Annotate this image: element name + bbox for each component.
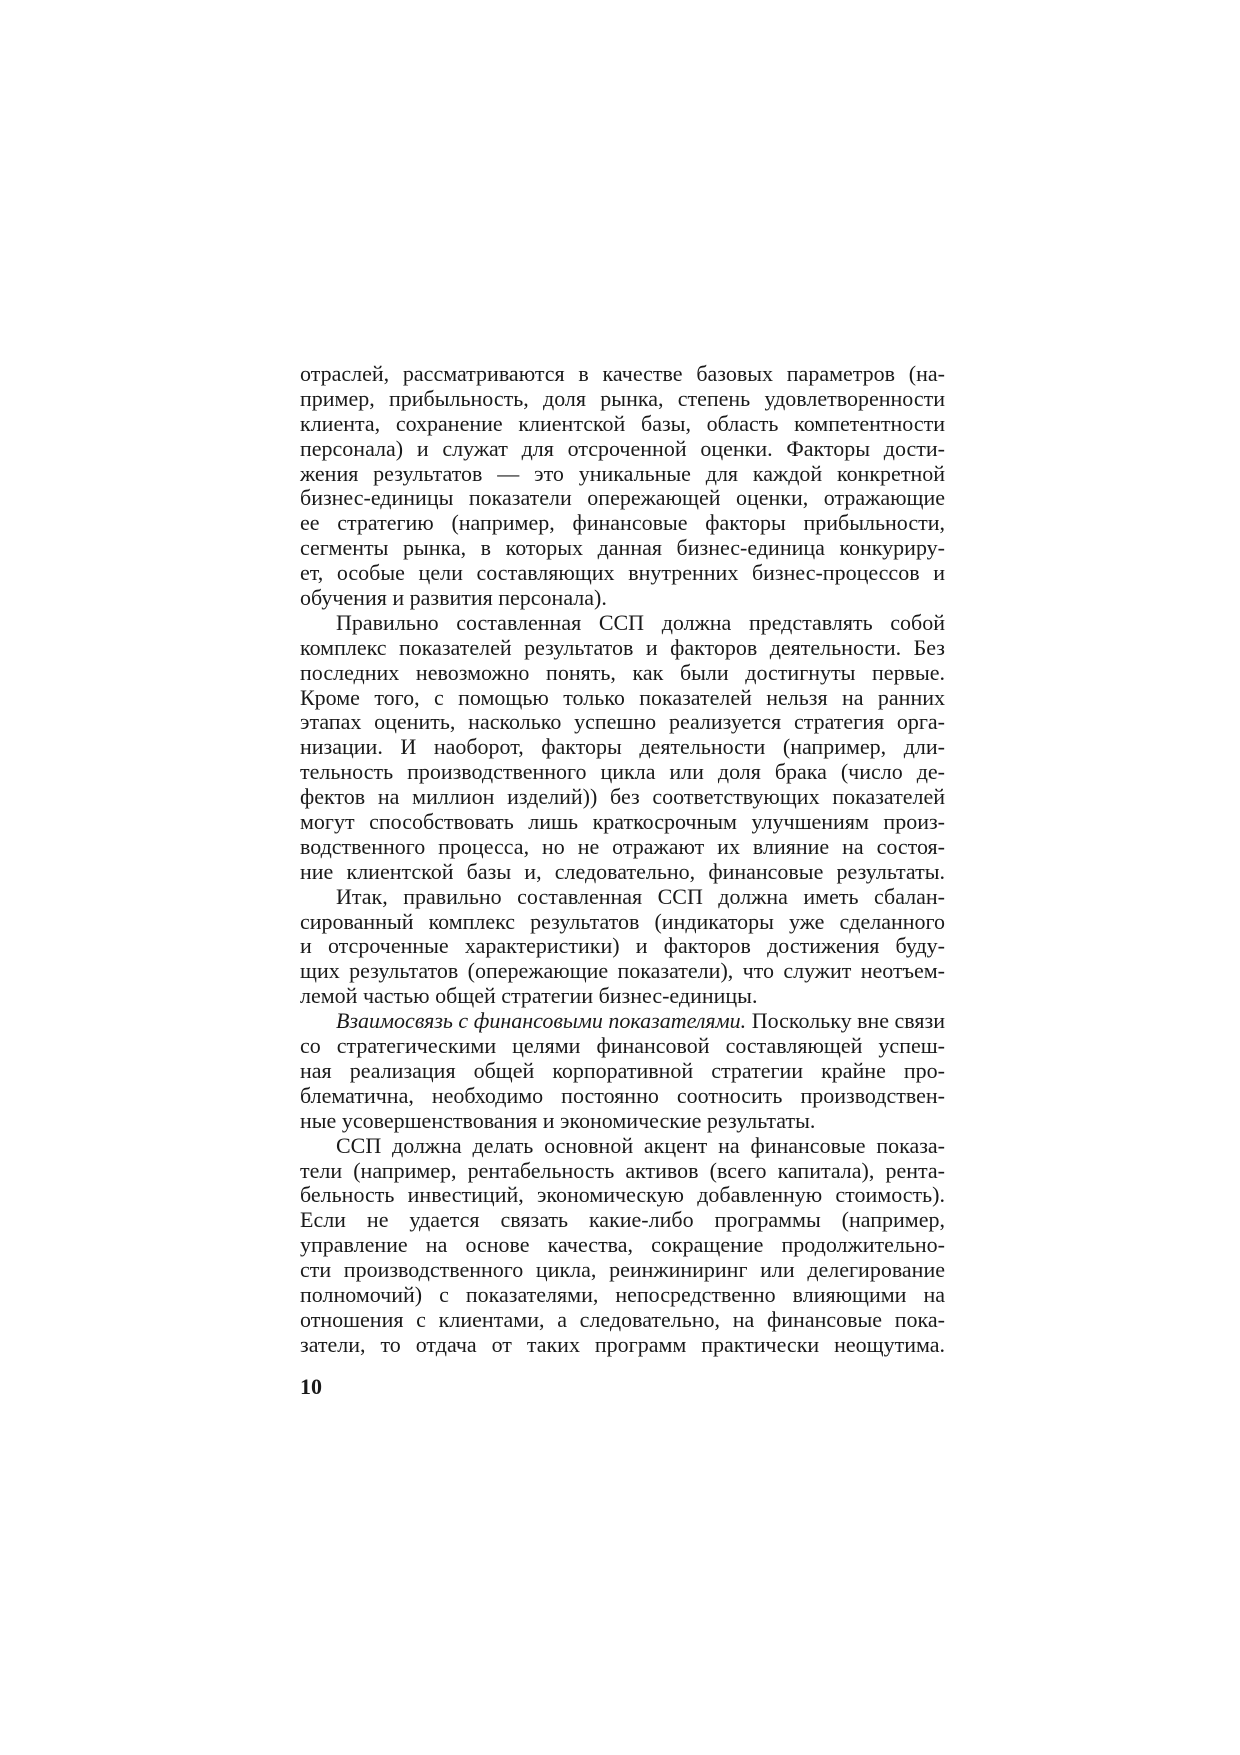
- text-run: Поскольку вне связи: [746, 1008, 945, 1034]
- text-line: бизнес-единицы показатели опережающей оценки, отражающие: [300, 485, 945, 511]
- text-line: низации. И наоборот, факторы деятельности (например, дли-: [300, 734, 945, 760]
- text-line: ет, особые цели составляющих внутренних бизнес-процессов и: [300, 560, 945, 586]
- paragraph-4: [300, 1009, 945, 1133]
- paragraph-5: [300, 1134, 945, 1358]
- paragraph-3: [300, 885, 945, 1009]
- text-line: ная реализация общей корпоративной стратегии крайне про-: [300, 1057, 945, 1083]
- text-line: фектов на миллион изделий)) без соответствующих показателей: [300, 784, 945, 810]
- text-line: водственного процесса, но не отражают их влияние на состоя-: [300, 833, 945, 859]
- text-line: тели (например, рентабельность активов (всего капитала), рента-: [300, 1157, 945, 1183]
- text-line: отношения с клиентами, а следовательно, на финансовые пока-: [300, 1306, 945, 1332]
- text-line: пример, прибыльность, доля рынка, степень удовлетворенности: [300, 385, 945, 411]
- text-line: Итак, правильно составленная ССП должна иметь сбалан-: [336, 883, 945, 909]
- text-line: щих результатов (опережающие показатели), что служит неотъем-: [300, 958, 945, 984]
- text-line: могут способствовать лишь краткосрочным улучшениям произ-: [300, 809, 945, 835]
- text-line: Правильно составленная ССП должна представлять собой: [336, 609, 945, 635]
- italic-heading: Взаимосвязь с финансовыми показателями.: [336, 1008, 747, 1034]
- text-line: этапах оценить, насколько успешно реализуется стратегия орга-: [300, 709, 945, 735]
- text-line: персонала) и служат для отсроченной оценки. Факторы дости-: [300, 435, 945, 461]
- text-line: отраслей, рассматриваются в качестве базовых параметров (на-: [300, 361, 945, 386]
- page-number: 10: [300, 1374, 322, 1399]
- text-line: ее стратегию (например, финансовые факторы прибыльности,: [300, 510, 945, 536]
- text-line: клиента, сохранение клиентской базы, область компетентности: [300, 410, 945, 436]
- body-text: [300, 362, 945, 1358]
- text-line: тельность производственного цикла или доля брака (число де-: [300, 759, 945, 785]
- text-line: последних невозможно понять, как были достигнуты первые.: [300, 659, 945, 685]
- text-line: полномочий) с показателями, непосредственно влияющими на: [300, 1281, 945, 1307]
- text-line: лемой частью общей стратегии бизнес-единицы.: [300, 983, 758, 1009]
- text-line: сти производственного цикла, реинжиниринг или делегирование: [300, 1257, 945, 1283]
- text-line: [300, 1009, 945, 1034]
- paragraph-2: [300, 611, 945, 885]
- text-line: ССП должна делать основной акцент на финансовые показа-: [336, 1132, 945, 1158]
- text-line: затели, то отдача от таких программ практически неощутима.: [300, 1331, 945, 1357]
- paragraph-1: [300, 362, 945, 611]
- text-line: и отсроченные характеристики) и факторов достижения буду-: [300, 933, 945, 959]
- text-line: сегменты рынка, в которых данная бизнес-единица конкуриру-: [300, 535, 945, 561]
- text-line: управление на основе качества, сокращение продолжительно-: [300, 1232, 945, 1258]
- text-line: комплекс показателей результатов и факторов деятельности. Без: [300, 634, 945, 660]
- text-line: сированный комплекс результатов (индикаторы уже сделанного: [300, 908, 945, 934]
- text-line: ние клиентской базы и, следовательно, финансовые результаты.: [300, 858, 945, 884]
- text-line: со стратегическими целями финансовой составляющей успеш-: [300, 1033, 945, 1059]
- text-line: жения результатов — это уникальные для каждой конкретной: [300, 460, 945, 486]
- text-line: Если не удается связать какие-либо программы (например,: [300, 1207, 945, 1233]
- text-line: бельность инвестиций, экономическую добавленную стоимость).: [300, 1182, 945, 1208]
- text-line: Кроме того, с помощью только показателей нельзя на ранних: [300, 684, 945, 710]
- text-line: обучения и развития персонала).: [300, 585, 607, 611]
- text-line: ные усовершенствования и экономические результаты.: [300, 1107, 816, 1133]
- text-line: блематична, необходимо постоянно соотносить производствен-: [300, 1082, 945, 1108]
